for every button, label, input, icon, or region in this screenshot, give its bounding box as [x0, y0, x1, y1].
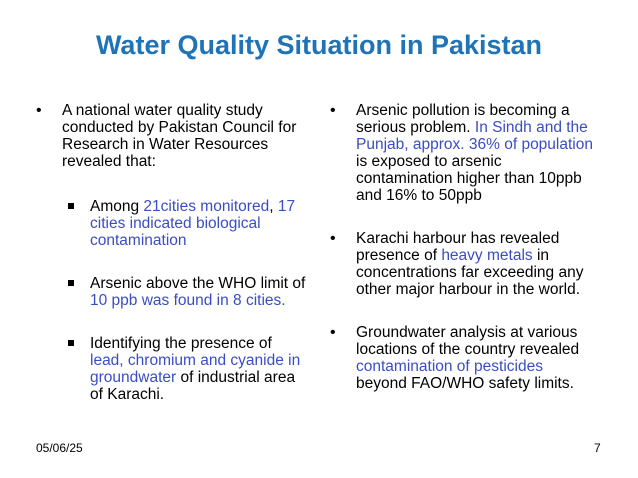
groundwater-text-b: contamination of pesticides	[356, 358, 543, 375]
bullet-study	[36, 102, 308, 170]
pollution-text-c: is exposed to arsenic contamination higher than 10ppb and 16% to 50ppb	[356, 153, 582, 204]
arsenic-text-b: 10 ppb was found in 8 cities.	[90, 292, 286, 309]
harbour-text-c: in concentrations far exceeding any other major harbour in the world.	[356, 247, 584, 298]
lead-text-c: of industrial area of Karachi.	[90, 369, 296, 403]
cities-text-d: 17 cities indicated biological contamination	[90, 198, 296, 249]
bullet-arsenic-pollution	[330, 102, 598, 204]
cities-text-c: ,	[269, 198, 278, 215]
sub-bullet-arsenic	[64, 275, 308, 309]
bullet-icon: •	[330, 324, 336, 341]
bullet-icon: •	[330, 230, 336, 247]
left-column	[36, 102, 308, 403]
sub-bullet-cities	[64, 198, 308, 249]
bullet-groundwater	[330, 324, 598, 392]
harbour-text-b: heavy metals	[441, 247, 533, 264]
harbour-text-a: Karachi harbour has revealed presence of	[356, 230, 560, 264]
right-column	[330, 102, 598, 392]
square-bullet-icon	[68, 280, 74, 286]
footer-date: 05/06/25	[36, 441, 83, 455]
bullet-karachi-harbour	[330, 230, 598, 298]
cities-text-b: 21cities monitored	[143, 198, 270, 215]
arsenic-text-a: Arsenic above the WHO limit of	[90, 275, 306, 292]
pollution-text-b: In Sindh and the Punjab, approx. 36% of population	[356, 119, 593, 153]
cities-text-a: Among	[90, 198, 144, 215]
groundwater-text-c: beyond FAO/WHO safety limits.	[356, 375, 574, 392]
study-text: A national water quality study conducted by Pakistan Council for Research in Water Resources revealed that:	[62, 102, 297, 170]
lead-text-b: lead, chromium and cyanide in groundwater	[90, 352, 301, 386]
slide-title: Water Quality Situation in Pakistan	[95, 30, 543, 60]
pollution-text-a: Arsenic pollution is becoming a serious problem.	[356, 102, 570, 136]
sub-bullet-karachi-industrial	[64, 335, 308, 403]
bullet-icon: •	[330, 102, 336, 119]
page-number: 7	[594, 441, 601, 455]
square-bullet-icon	[68, 203, 74, 209]
lead-text-a: Identifying the presence of	[90, 335, 272, 352]
bullet-icon: •	[36, 102, 42, 119]
square-bullet-icon	[68, 340, 74, 346]
groundwater-text-a: Groundwater analysis at various locations of the country revealed	[356, 324, 580, 358]
